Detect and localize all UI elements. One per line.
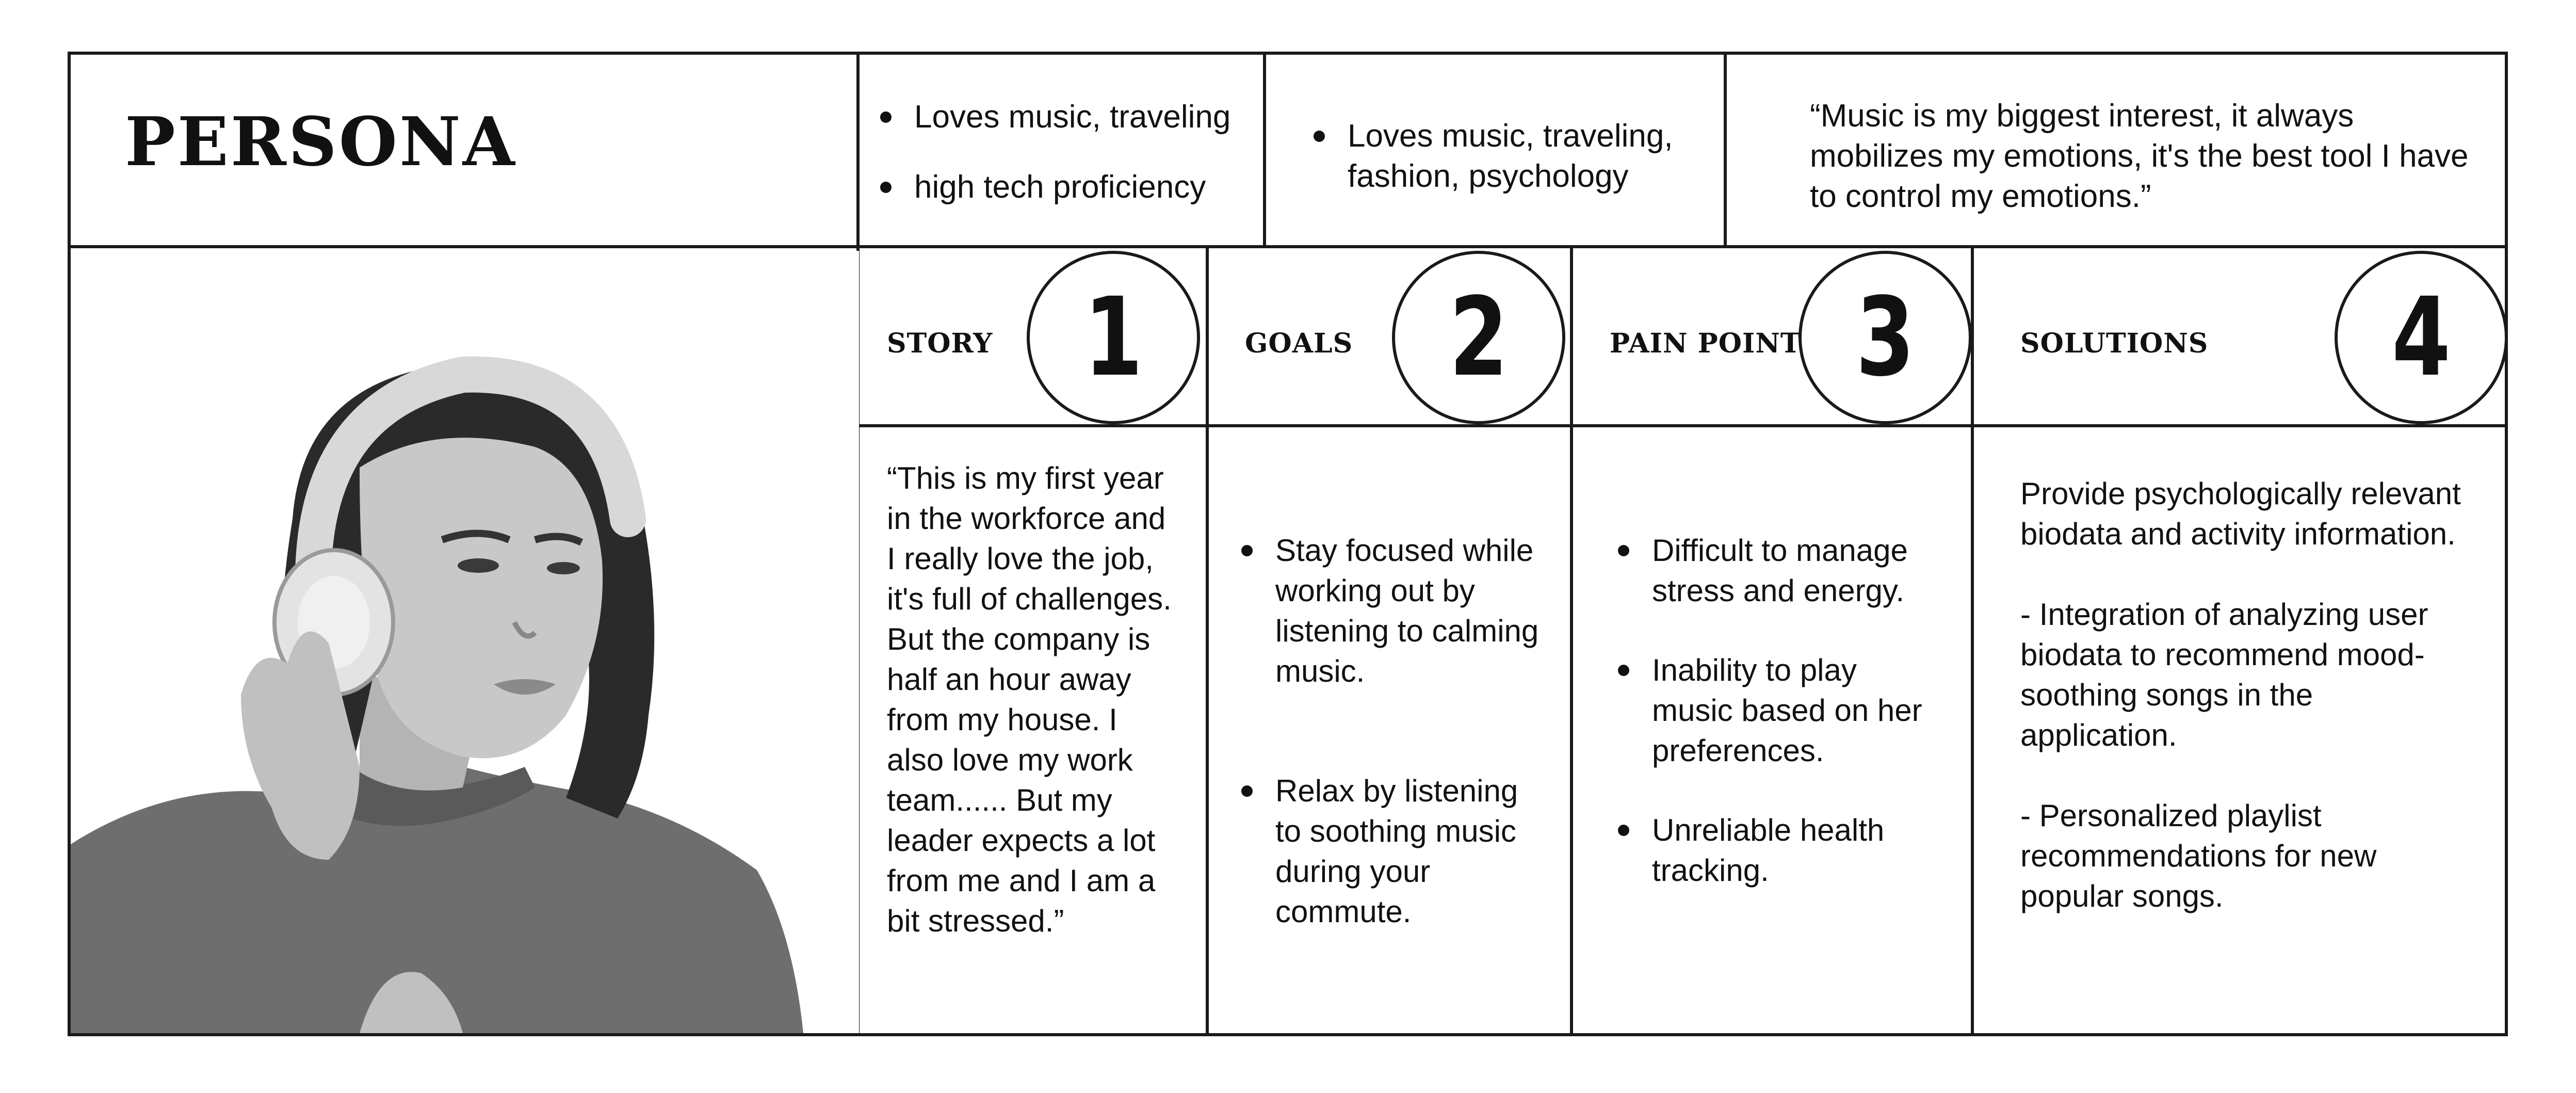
solutions-text — [2020, 474, 2464, 917]
goals-number-badge — [1392, 251, 1565, 424]
divider-pain — [1971, 245, 1974, 1036]
solutions-label: SOLUTIONS — [2020, 328, 2209, 359]
goals-number: 2 — [1449, 274, 1508, 400]
page-title: PERSONA — [125, 102, 517, 181]
pain-point-item: Inability to play music based on her preferences. — [1615, 650, 1945, 771]
goals-label: GOALS — [1245, 328, 1353, 359]
pain-point-label: PAIN POINT — [1610, 328, 1801, 359]
divider-goals — [1570, 245, 1573, 1036]
goal-item: Relax by listening to soothing music during your commute. — [1238, 771, 1548, 932]
pain-point-item: Unreliable health tracking. — [1615, 810, 1945, 891]
solutions-number-badge — [2335, 251, 2508, 424]
story-number: 1 — [1084, 274, 1143, 400]
solutions-paragraph: Provide psychologically relevant biodata and activity information. — [2020, 476, 2461, 551]
persona-quote: “Music is my biggest interest, it always mobilizes my emotions, it's the best tool I have to control my emotions.” — [1810, 98, 2469, 214]
story-label: STORY — [887, 328, 993, 359]
pain-point-number: 3 — [1856, 274, 1915, 400]
interest-item: Loves music, traveling, fashion, psychology — [1310, 116, 1703, 197]
interests-list — [1310, 116, 1703, 197]
divider-traits — [1263, 52, 1266, 248]
persona-photo-woman-headphones-icon — [71, 251, 859, 1033]
trait-item: Loves music, traveling — [877, 97, 1259, 137]
pain-point-item: Difficult to manage stress and energy. — [1615, 531, 1945, 611]
persona-photo — [71, 251, 859, 1033]
pain-point-number-badge — [1799, 251, 1972, 424]
divider-header — [68, 245, 2508, 248]
solutions-paragraph: - Personalized playlist recommendations for new popular songs. — [2020, 798, 2377, 913]
solutions-paragraph: - Integration of analyzing user biodata to recommend mood-soothing songs in the application. — [2020, 597, 2428, 752]
divider-story — [1206, 245, 1209, 1036]
pain-points-list — [1615, 531, 1945, 891]
goal-item: Stay focused while working out by listening to calming music. — [1238, 531, 1548, 692]
goals-list — [1238, 531, 1548, 932]
trait-item: high tech proficiency — [877, 167, 1259, 207]
story-number-badge — [1027, 251, 1200, 424]
solutions-number: 4 — [2392, 274, 2451, 400]
divider-interests — [1724, 52, 1727, 248]
story-text: “This is my first year in the workforce and I really love the job, it's full of challenges. But the company is half an hour away from my house. I also love my work team...... But my leader expects a lot from me and I am a bit stressed.” — [887, 461, 1172, 938]
traits-list — [877, 97, 1259, 207]
divider-section-heads — [856, 424, 2508, 427]
